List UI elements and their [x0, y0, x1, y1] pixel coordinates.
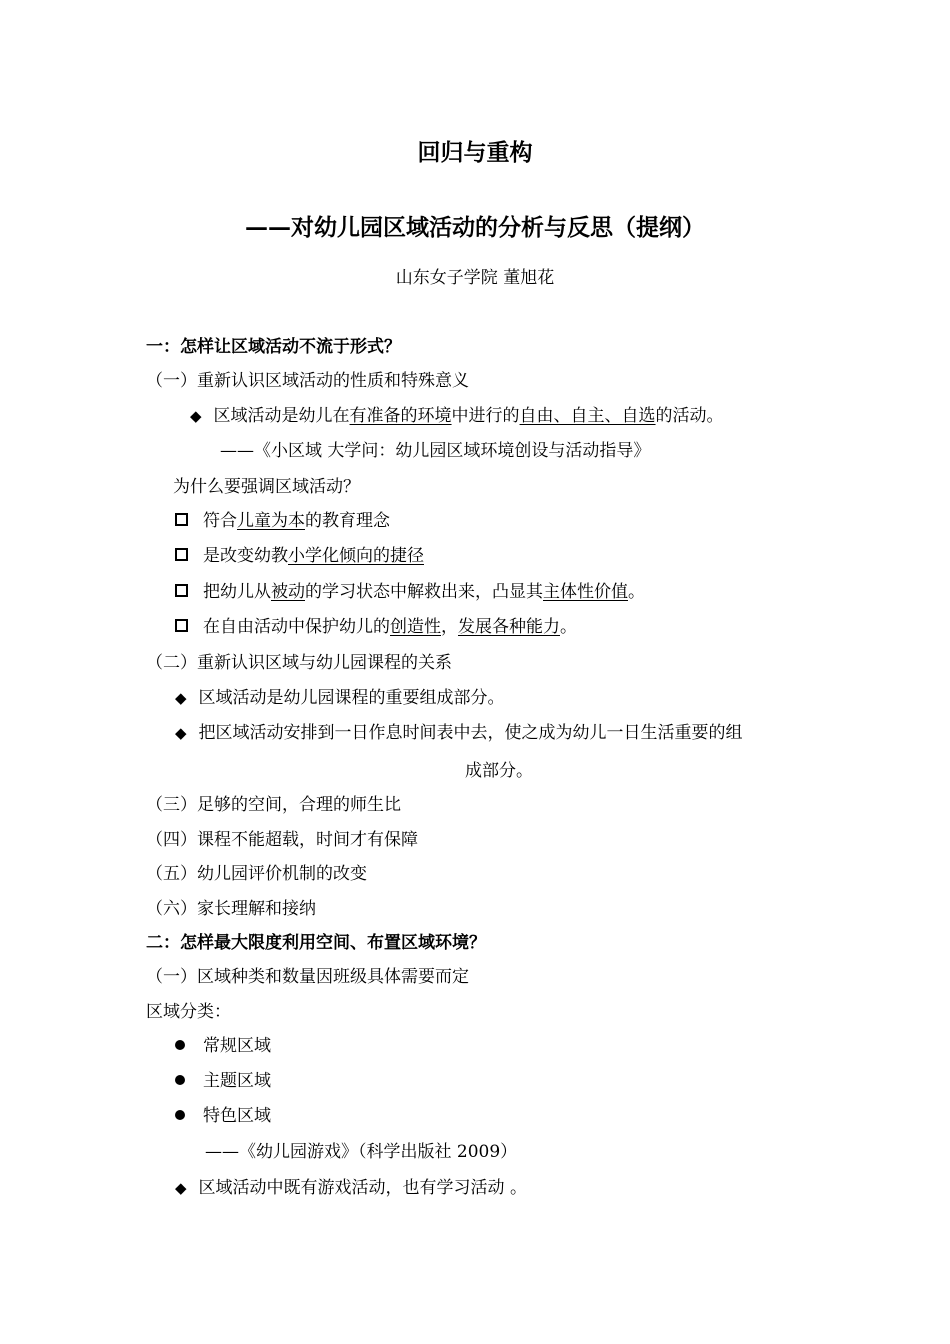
- section-1-point-6: （六）家长理解和接纳: [146, 899, 316, 919]
- why-question: 为什么要强调区域活动？: [173, 477, 360, 497]
- section-1-point-5: （五）幼儿园评价机制的改变: [146, 864, 367, 884]
- section-1-point-4: （四）课程不能超载，时间才有保障: [146, 830, 418, 850]
- hollow-square-icon: [175, 513, 188, 526]
- section-1-point-3: （三）足够的空间，合理的师生比: [146, 795, 401, 815]
- reason-item-2: 是改变幼教小学化倾向的捷径: [175, 545, 424, 567]
- definition-bullet: ◆ 区域活动是幼儿在有准备的环境中进行的自由、自主、自选的活动。: [190, 406, 724, 426]
- curriculum-bullet-2: ◆ 把区域活动安排到一日作息时间表中去，使之成为幼儿一日生活重要的组: [175, 723, 743, 743]
- hollow-square-icon: [175, 619, 188, 632]
- citation-1: ——《小区域 大学问：幼儿园区域环境创设与活动指导》: [220, 441, 651, 461]
- document-title: 回归与重构: [417, 139, 533, 166]
- citation-2: ——《幼儿园游戏》（科学出版社 2009）: [205, 1142, 518, 1162]
- classification-label: 区域分类：: [146, 1002, 231, 1022]
- reason-item-1: 符合儿童为本的教育理念: [175, 510, 390, 532]
- diamond-icon: ◆: [175, 1179, 187, 1197]
- hollow-square-icon: [175, 584, 188, 597]
- diamond-icon: ◆: [190, 407, 202, 425]
- section-2-point-1: （一）区域种类和数量因班级具体需要而定: [146, 967, 469, 987]
- area-type-1: 常规区域: [175, 1035, 271, 1057]
- hollow-square-icon: [175, 548, 188, 561]
- section-1-point-1: （一）重新认识区域活动的性质和特殊意义: [146, 371, 469, 391]
- activity-bullet: ◆ 区域活动中既有游戏活动，也有学习活动 。: [175, 1178, 527, 1198]
- area-type-3: 特色区域: [175, 1105, 271, 1127]
- diamond-icon: ◆: [175, 724, 187, 742]
- reason-item-3: 把幼儿从被动的学习状态中解救出来，凸显其主体性价值。: [175, 581, 645, 603]
- document-subtitle: ——对幼儿园区域活动的分析与反思（提纲）: [245, 214, 705, 241]
- section-1-point-2: （二）重新认识区域与幼儿园课程的关系: [146, 653, 452, 673]
- area-type-2: 主题区域: [175, 1070, 271, 1092]
- section-1-heading: 一：怎样让区域活动不流于形式？: [146, 337, 401, 357]
- reason-item-4: 在自由活动中保护幼儿的创造性，发展各种能力。: [175, 616, 577, 638]
- filled-circle-icon: [175, 1040, 185, 1050]
- curriculum-bullet-1: ◆ 区域活动是幼儿园课程的重要组成部分。: [175, 688, 505, 708]
- diamond-icon: ◆: [175, 689, 187, 707]
- curriculum-bullet-2-continued: 成部分。: [465, 761, 533, 781]
- filled-circle-icon: [175, 1110, 185, 1120]
- filled-circle-icon: [175, 1075, 185, 1085]
- section-2-heading: 二：怎样最大限度利用空间、布置区域环境？: [146, 933, 486, 953]
- author-line: 山东女子学院 董旭花: [395, 268, 555, 288]
